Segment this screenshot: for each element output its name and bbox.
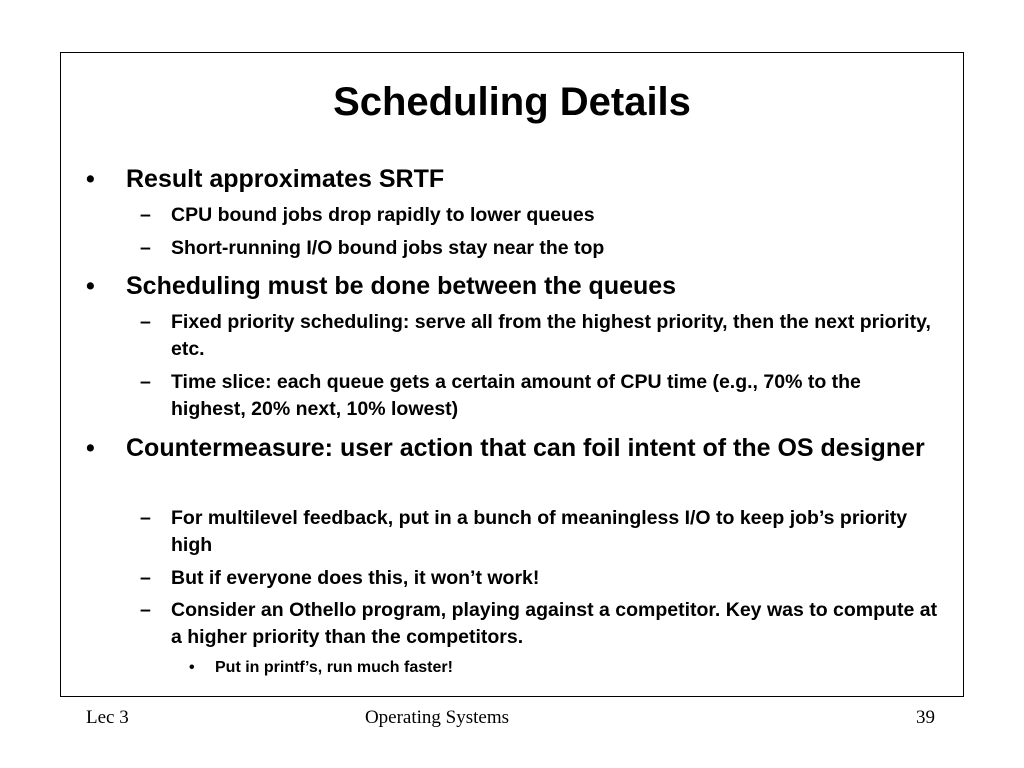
dash-marker: –	[140, 311, 151, 333]
sub-bullet-item	[140, 309, 941, 363]
dash-marker: –	[140, 507, 151, 529]
sub-bullet-item	[140, 202, 941, 229]
sub-bullet-item	[140, 369, 941, 423]
bullet-text: Result approximates SRTF	[126, 165, 445, 193]
bullet-marker: •	[86, 434, 95, 462]
dash-marker: –	[140, 567, 151, 589]
dash-marker: –	[140, 237, 151, 259]
bullet-text: Scheduling must be done between the queues	[126, 272, 677, 300]
sub-bullet-text: But if everyone does this, it won’t work!	[171, 567, 540, 589]
sub-bullet-item	[140, 597, 941, 651]
bullet-item	[86, 432, 926, 465]
sub-sub-bullet-text: Put in printf’s, run much faster!	[215, 659, 453, 676]
sub-bullet-text: Time slice: each queue gets a certain amount of CPU time (e.g., 70% to the highest, 20% next, 10% lowest)	[171, 371, 861, 420]
dash-marker: –	[140, 371, 151, 393]
bullet-marker: •	[86, 272, 95, 300]
bullet-text: Countermeasure: user action that can foil intent of the OS designer	[126, 434, 925, 462]
sub-bullet-text: Short-running I/O bound jobs stay near the top	[171, 237, 605, 259]
sub-bullet-item	[140, 565, 941, 592]
sub-sub-bullet-item	[189, 658, 915, 678]
bullet-item	[86, 163, 926, 196]
sub-bullet-item	[140, 235, 941, 262]
sub-bullet-text: CPU bound jobs drop rapidly to lower queues	[171, 204, 595, 226]
sub-bullet-text: Consider an Othello program, playing against a competitor. Key was to compute at a higher priority than the competitors.	[171, 599, 938, 648]
sub-bullet-item	[140, 505, 941, 559]
sub-bullet-text: For multilevel feedback, put in a bunch of meaningless I/O to keep job’s priority high	[171, 507, 908, 556]
footer-lecture: Lec 3	[86, 707, 129, 728]
slide-title: Scheduling Details	[333, 80, 691, 124]
sub-bullet-text: Fixed priority scheduling: serve all from the highest priority, then the next priority, etc.	[171, 311, 931, 360]
bullet-item	[86, 270, 926, 303]
footer-page-number: 39	[916, 707, 935, 728]
dot-marker: •	[189, 659, 195, 676]
dash-marker: –	[140, 599, 151, 621]
bullet-marker: •	[86, 165, 95, 193]
dash-marker: –	[140, 204, 151, 226]
footer-course: Operating Systems	[364, 707, 510, 728]
